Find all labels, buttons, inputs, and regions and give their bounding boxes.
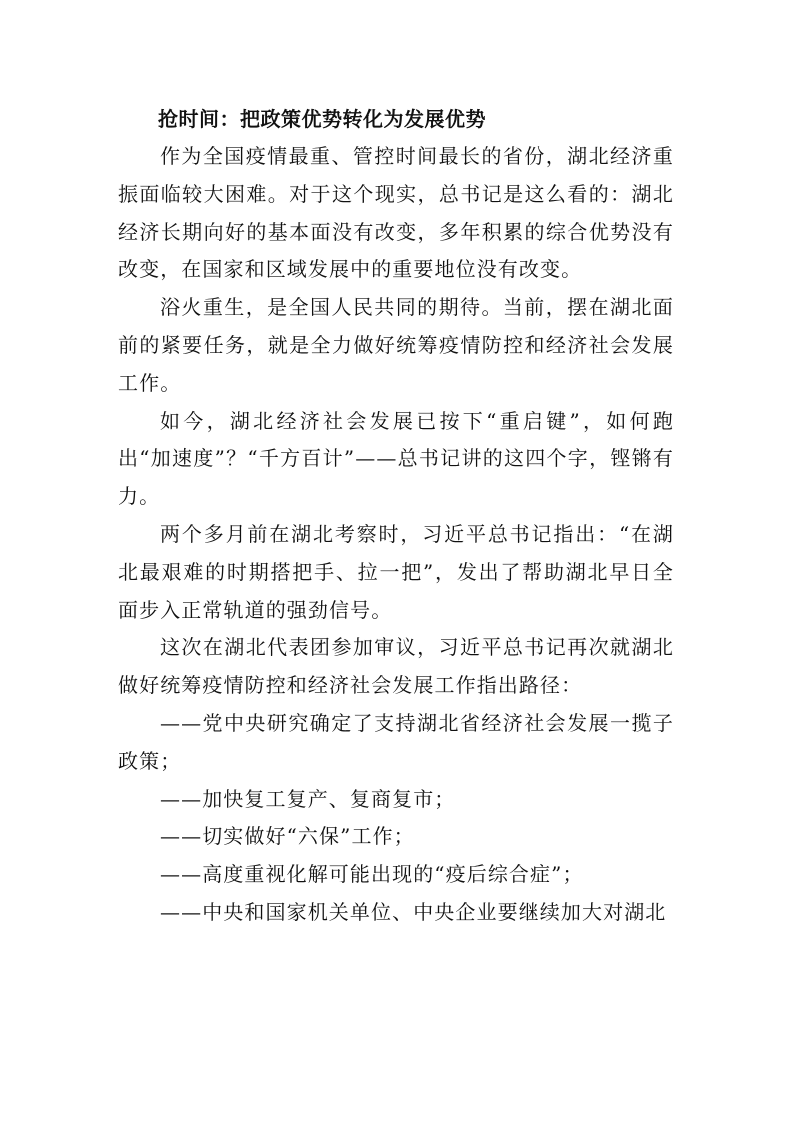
paragraph-intro: 作为全国疫情最重、管控时间最长的省份，湖北经济重振面临较大困难。对于这个现实，总书记是这么看的：湖北经济长期向好的基本面没有改变，多年积累的综合优势没有改变，在国家和区域发展中的重要地位没有改变。 xyxy=(118,144,674,282)
list-item-resume-work: ——加快复工复产、复商复市； xyxy=(160,786,456,811)
list-item-central-support: ——中央和国家机关单位、中央企业要继续加大对湖北 xyxy=(160,899,667,924)
paragraph-expectation: 浴火重生，是全国人民共同的期待。当前，摆在湖北面前的紧要任务，就是全力做好统筹疫情防控和经济社会发展工作。 xyxy=(118,295,674,395)
list-item-policy: ——党中央研究确定了支持湖北省经济社会发展一揽子政策； xyxy=(118,710,674,773)
list-item-six-guarantees: ——切实做好“六保”工作； xyxy=(160,824,415,849)
section-heading: 抢时间：把政策优势转化为发展优势 xyxy=(158,107,486,131)
paragraph-restart: 如今，湖北经济社会发展已按下“重启键”，如何跑出“加速度”？“千方百计”——总书记讲的这四个字，铿锵有力。 xyxy=(118,408,674,509)
list-item-post-epidemic: ——高度重视化解可能出现的“疫后综合症”； xyxy=(160,862,584,887)
paragraph-deliberation: 这次在湖北代表团参加审议，习近平总书记再次就湖北做好统筹疫情防控和经济社会发展工作指出路径： xyxy=(118,635,674,698)
document-body xyxy=(118,100,674,932)
paragraph-inspection: 两个多月前在湖北考察时，习近平总书记指出：“在湖北最艰难的时期搭把手、拉一把”，发出了帮助湖北早日全面步入正常轨道的强劲信号。 xyxy=(118,521,674,622)
